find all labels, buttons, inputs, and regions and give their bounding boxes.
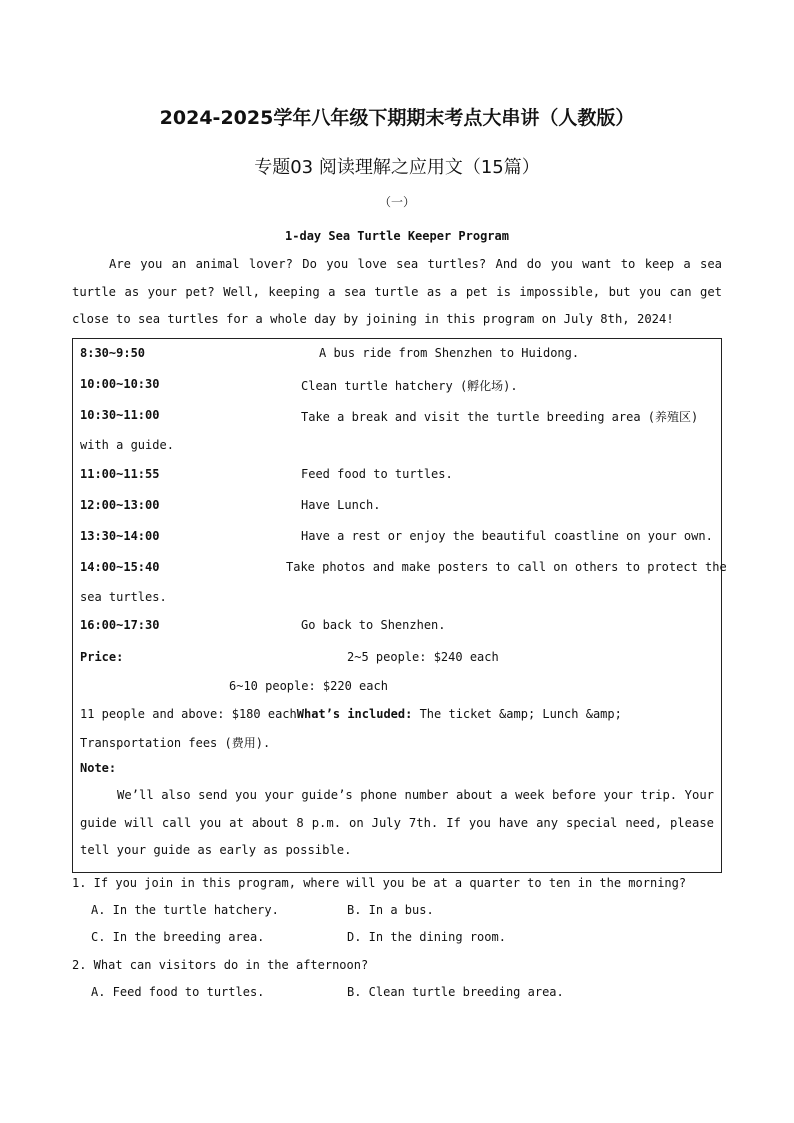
schedule-time: 10:00~10:30 (80, 377, 160, 391)
included-label: What’s included: (296, 707, 413, 721)
schedule-time: 8:30~9:50 (80, 346, 146, 360)
price-tier: 2~5 people: $240 each (347, 650, 499, 664)
schedule-time: 13:30~14:00 (80, 529, 160, 543)
included-text: The ticket &amp; Lunch &amp; (412, 707, 622, 721)
section-number: （一） (378, 195, 415, 209)
price-label: Price: (80, 650, 124, 664)
included-text-cont: Transportation fees (费用). (80, 736, 271, 750)
price-tier: 11 people and above: $180 each (80, 707, 297, 721)
question-stem: 2. What can visitors do in the afternoon? (72, 958, 369, 972)
question-option: A. Feed food to turtles. (91, 985, 265, 999)
price-tier: 6~10 people: $220 each (229, 679, 388, 693)
question-option: B. Clean turtle breeding area. (347, 985, 564, 999)
passage-heading: 1-day Sea Turtle Keeper Program (285, 229, 509, 243)
schedule-activity-cont: with a guide. (80, 438, 174, 452)
schedule-activity: Have a rest or enjoy the beautiful coastline on your own. (301, 529, 713, 543)
schedule-activity: Clean turtle hatchery (孵化场). (301, 379, 518, 393)
schedule-time: 14:00~15:40 (80, 560, 160, 574)
schedule-time: 11:00~11:55 (80, 467, 160, 481)
question-option: B. In a bus. (347, 903, 434, 917)
note-text: We’ll also send you your guide’s phone number about a week before your trip. Your guide will call you at about 8 p.m. on July 7th. If you have any special need, please tell your guide as early as possible. (80, 788, 714, 857)
passage-intro: Are you an animal lover? Do you love sea turtles? And do you want to keep a sea turtle as your pet? Well, keeping a sea turtle as a pet is impossible, but you can get close to sea turtles for a whole day by joining in this program on July 8th, 2024! (72, 257, 722, 326)
schedule-activity: Take photos and make posters to call on others to protect the (286, 560, 727, 574)
page-title: 2024-2025学年八年级下期期末考点大串讲（人教版） (159, 107, 635, 129)
note-label: Note: (80, 761, 117, 775)
schedule-time: 16:00~17:30 (80, 618, 160, 632)
price-line-3 (80, 707, 622, 721)
schedule-activity: Feed food to turtles. (301, 467, 453, 481)
question-option: C. In the breeding area. (91, 930, 265, 944)
schedule-time: 10:30~11:00 (80, 408, 160, 422)
schedule-activity-cont: sea turtles. (80, 590, 167, 604)
question-option: D. In the dining room. (347, 930, 506, 944)
schedule-activity: Have Lunch. (301, 498, 381, 512)
schedule-activity: Go back to Shenzhen. (301, 618, 446, 632)
question-option: A. In the turtle hatchery. (91, 903, 279, 917)
schedule-activity: Take a break and visit the turtle breeding area (养殖区) (301, 410, 699, 424)
schedule-activity: A bus ride from Shenzhen to Huidong. (319, 346, 580, 360)
page-subtitle: 专题03 阅读理解之应用文（15篇） (254, 157, 540, 178)
question-stem: 1. If you join in this program, where will you be at a quarter to ten in the morning? (72, 876, 687, 890)
schedule-time: 12:00~13:00 (80, 498, 160, 512)
